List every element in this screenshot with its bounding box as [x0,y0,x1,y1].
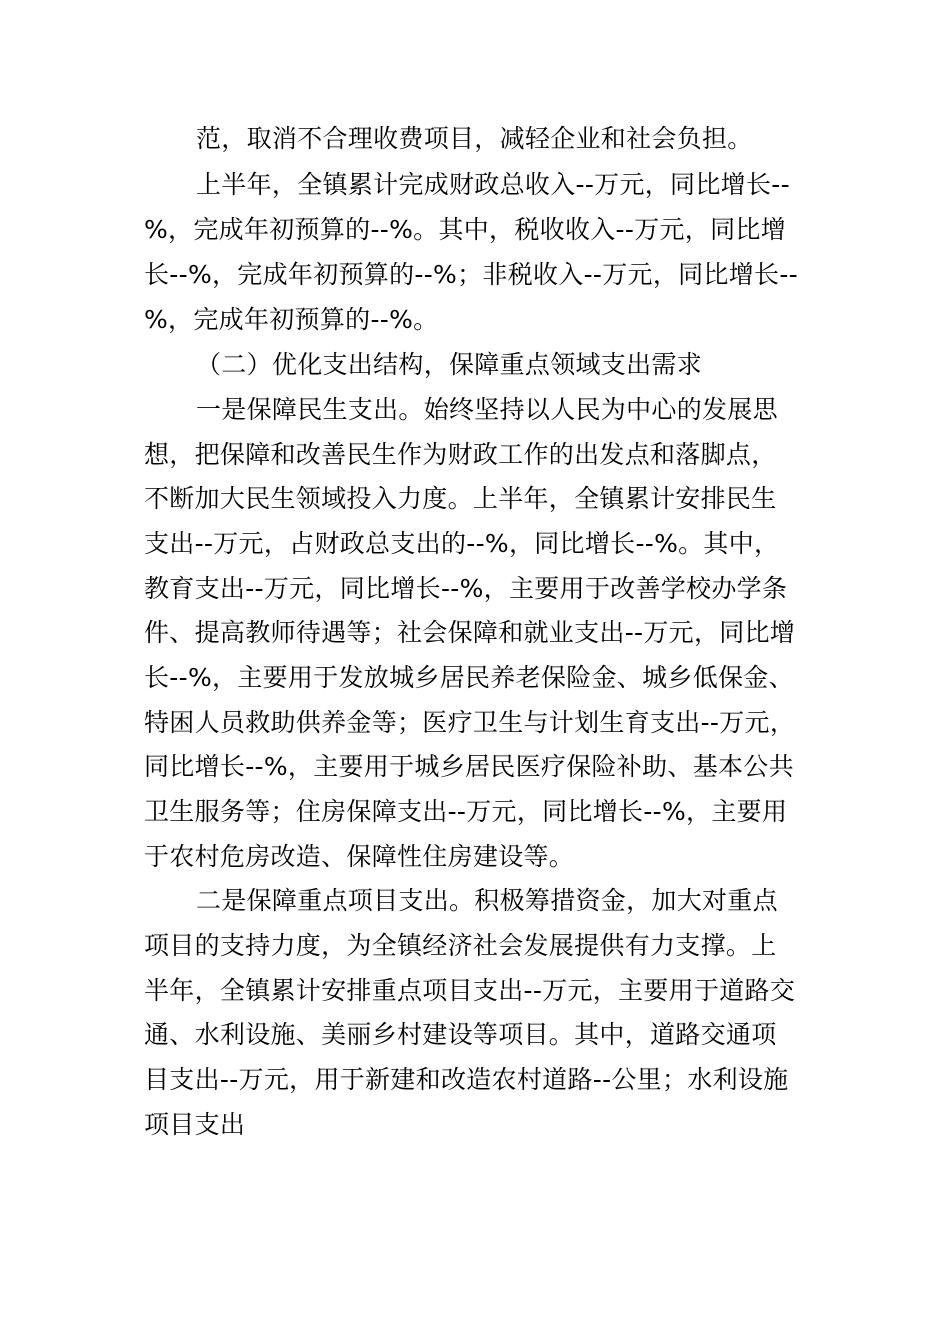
text-line: 支出--万元，占财政总支出的--%，同比增长--%。其中， [144,529,780,558]
text-line: 同比增长--%，主要用于城乡居民医疗保险补助、基本公共 [144,752,794,781]
text-line: 教育支出--万元，同比增长--%，主要用于改善学校办学条 [144,574,788,603]
paragraph-first-line: 一是保障民生支出。始终坚持以人民为中心的发展思 [196,395,778,424]
text-line: 半年，全镇累计安排重点项目支出--万元，主要用于道路交 [144,976,796,1005]
text-line: %，完成年初预算的--%。 [144,305,439,334]
paragraph-first-line: 二是保障重点项目支出。积极筹措资金，加大对重点 [196,886,778,915]
text-line: 项目支出 [144,1110,246,1139]
section-heading: （二）优化支出结构，保障重点领域支出需求 [196,350,703,379]
text-line: 长--%，主要用于发放城乡居民养老保险金、城乡低保金、 [144,663,794,692]
text-line: 卫生服务等；住房保障支出--万元，同比增长--%，主要用 [144,797,788,826]
text-line: 长--%，完成年初预算的--%；非税收入--万元，同比增长-- [144,260,798,289]
text-line: 不断加大民生领域投入力度。上半年，全镇累计安排民生 [144,484,777,513]
text-line: %，完成年初预算的--%。其中，税收收入--万元，同比增 [144,215,786,244]
text-line: 范，取消不合理收费项目，减轻企业和社会负担。 [196,124,753,153]
text-line: 于农村危房改造、保障性住房建设等。 [144,842,575,871]
text-line: 通、水利设施、美丽乡村建设等项目。其中，道路交通项 [144,1020,777,1049]
paragraph-first-line: 上半年，全镇累计完成财政总收入--万元，同比增长-- [196,170,790,199]
text-line: 特困人员救助供养金等；医疗卫生与计划生育支出--万元， [144,708,796,737]
text-line: 项目的支持力度，为全镇经济社会发展提供有力支撑。上 [144,931,777,960]
text-line: 目支出--万元，用于新建和改造农村道路--公里；水利设施 [144,1065,789,1094]
text-line: 件、提高教师待遇等；社会保障和就业支出--万元，同比增 [144,618,796,647]
text-line: 想，把保障和改善民生作为财政工作的出发点和落脚点， [144,440,777,469]
